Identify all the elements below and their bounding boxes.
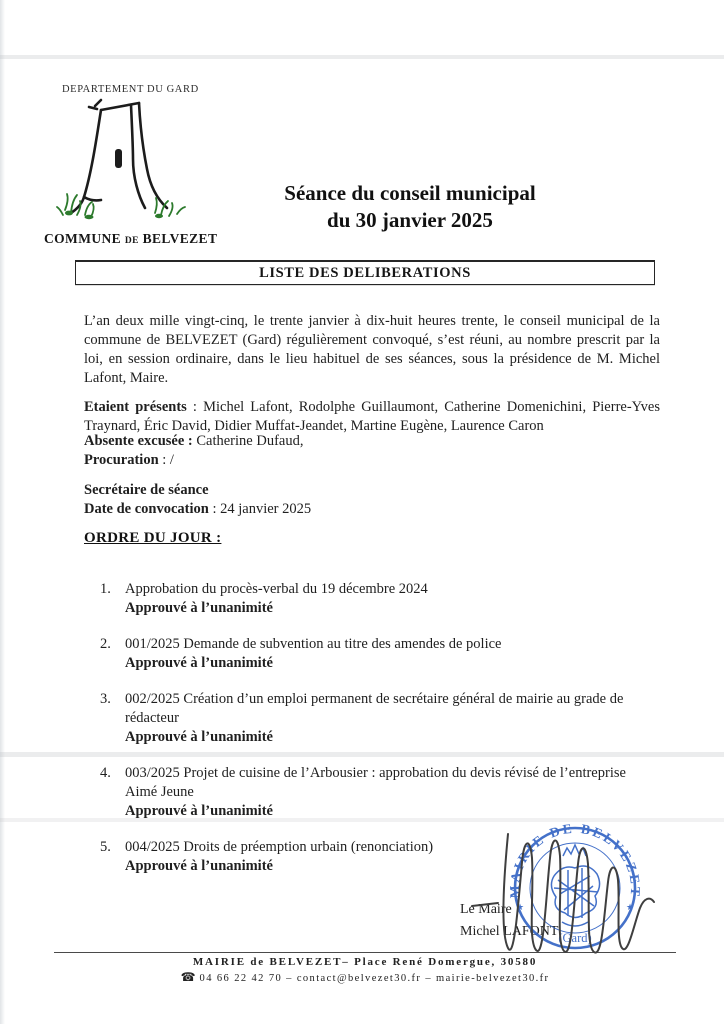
- secretary-block: [84, 481, 660, 519]
- item-number: 3.: [100, 691, 111, 707]
- commune-de: DE: [124, 236, 139, 246]
- phone-icon: ☎: [180, 970, 196, 984]
- title-line1: Séance du conseil municipal: [284, 181, 536, 205]
- present-value: Michel Lafont, Rodolphe Guillaumont, Catherine Domenichini, Pierre-Yves Traynard, Éric David, Didier Muffat-Jeandet, Martine Eugène, Laurence Caron: [84, 398, 661, 434]
- department-label: DEPARTEMENT DU GARD: [62, 84, 199, 95]
- item-result: Approuvé à l’unanimité: [125, 655, 273, 671]
- agenda-item: [100, 764, 648, 821]
- proxy-value: : /: [158, 452, 174, 468]
- signature-scribble: [468, 820, 660, 970]
- stamp-bottom-text: (Gard): [558, 931, 592, 945]
- intro-paragraph: L’an deux mille vingt-cinq, le trente janvier à dix-huit heures trente, le conseil municipal de la commune de BELVEZET (Gard) régulièrement convoqué, s’est réuni, au nombre prescrit par la loi, en session ordinaire, dans le lieu habituel de ses séances, sous la présidence de M. Michel Lafont, Maire.: [84, 312, 660, 386]
- footer-contact: 04 66 22 42 70 – contact@belvezet30.fr – mairie-belvezet30.fr: [199, 973, 550, 984]
- item-body: [125, 838, 433, 876]
- item-body: [125, 764, 648, 821]
- secretary-line: [84, 481, 660, 500]
- absent-value: Catherine Dufaud,: [192, 433, 304, 449]
- agenda-item: [100, 635, 648, 673]
- item-text: Approbation du procès-verbal du 19 décembre 2024: [125, 581, 428, 597]
- item-text: 001/2025 Demande de subvention au titre des amendes de police: [125, 636, 502, 652]
- item-text: 002/2025 Création d’un emploi permanent de secrétaire général de mairie au grade de rédacteur: [125, 691, 624, 726]
- item-number: 5.: [100, 839, 111, 855]
- item-number: 4.: [100, 765, 111, 781]
- absent-label: Absente excusée :: [84, 433, 193, 449]
- commune-word: COMMUNE: [44, 231, 122, 246]
- page-title: [248, 180, 572, 234]
- scan-edge-artifact: [0, 0, 5, 1024]
- agenda-item: [100, 690, 648, 747]
- present-sep: :: [186, 398, 204, 415]
- item-body: [125, 635, 502, 673]
- stamp-star-left-icon: ★: [516, 902, 525, 912]
- convocation-label: Date de convocation: [84, 501, 209, 517]
- proxy-label: Procuration: [84, 452, 159, 468]
- item-result: Approuvé à l’unanimité: [125, 600, 273, 616]
- item-result: Approuvé à l’unanimité: [125, 803, 273, 819]
- scan-band-artifact: [0, 55, 724, 59]
- stamp-star-right-icon: ★: [626, 902, 635, 912]
- agenda-item: [100, 580, 648, 618]
- convocation-line: [84, 500, 660, 519]
- item-result: Approuvé à l’unanimité: [125, 858, 273, 874]
- title-line2: du 30 janvier 2025: [327, 208, 493, 232]
- item-number: 2.: [100, 636, 111, 652]
- agenda-heading: ORDRE DU JOUR :: [84, 530, 222, 546]
- item-body: [125, 580, 428, 618]
- item-number: 1.: [100, 581, 111, 597]
- banner-label: LISTE DES DELIBERATIONS: [259, 264, 471, 281]
- secretary-label: Secrétaire de séance: [84, 482, 209, 498]
- commune-label: [44, 231, 217, 247]
- grass-tufts: [65, 211, 163, 220]
- tower-logo-icon: [55, 97, 213, 233]
- item-text: 004/2025 Droits de préemption urbain (renonciation): [125, 839, 434, 855]
- footer-contact-line: [60, 970, 670, 985]
- item-body: [125, 690, 648, 747]
- proxy-line: [84, 451, 660, 470]
- present-paragraph: [84, 398, 660, 436]
- absent-block: [84, 432, 660, 470]
- commune-name: BELVEZET: [142, 231, 218, 246]
- signature-role: Le Maire: [460, 902, 512, 917]
- item-result: Approuvé à l’unanimité: [125, 729, 273, 745]
- tower-door: [115, 149, 122, 168]
- stamp-ring-text: MAIRIE DE BELVEZET: [506, 820, 644, 899]
- grass-left: [57, 194, 94, 217]
- convocation-value: : 24 janvier 2025: [208, 501, 312, 517]
- footer-address: MAIRIE de BELVEZET– Place René Domergue, 30580: [192, 956, 538, 968]
- signature-name: Michel LAFONT: [460, 923, 559, 939]
- present-label: Etaient présents: [84, 398, 187, 415]
- deliberations-banner: [75, 260, 655, 285]
- item-text: 003/2025 Projet de cuisine de l’Arbousier : approbation du devis révisé de l’entreprise Aimé Jeune: [125, 765, 626, 800]
- absent-line: [84, 432, 660, 451]
